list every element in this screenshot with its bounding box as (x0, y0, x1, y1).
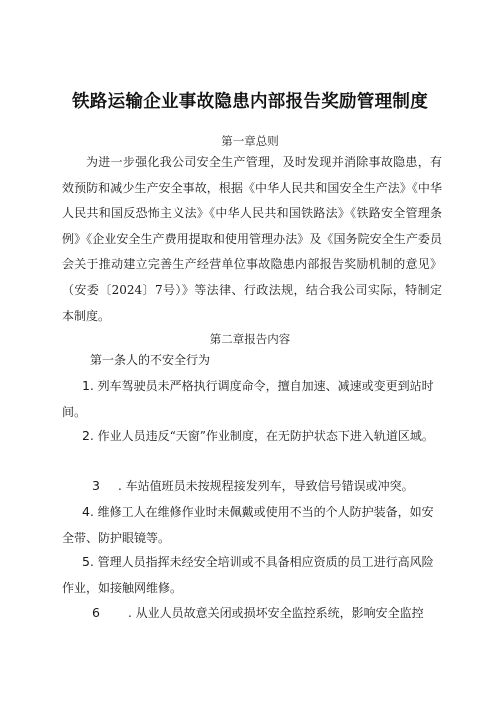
list-item (62, 600, 442, 627)
list-item (62, 373, 442, 425)
article-1-heading: 第一条人的不安全行为 (90, 353, 211, 367)
chapter-2-heading: 第二章报告内容 (209, 332, 291, 346)
item-number: 2 (82, 428, 90, 443)
item-text: . 车站值班员未按规程接发列车，导致信号错误或冲突。 (118, 479, 414, 493)
document-title: 铁路运输企业事故隐患内部报告奖励管理制度 (72, 92, 428, 112)
item-text: . 列车驾驶员未严格执行调度命令，擅自加速、减速或变更到站时间。 (62, 379, 434, 419)
chapter-1-heading: 第一章总则 (221, 134, 279, 148)
item-text: . 管理人员指挥未经安全培训或不具备相应资质的员工进行高风险作业，如接触网维修。 (62, 555, 434, 595)
item-number: 6 (92, 605, 100, 620)
item-text: . 维修工人在维修作业时未佩戴或使用不当的个人防护装备，如安全带、防护眼镜等。 (62, 505, 434, 545)
item-number: 5 (82, 554, 90, 569)
item-text: . 从业人员故意关闭或损坏安全监控系统，影响安全监控 (128, 606, 424, 620)
item-number: 3 (92, 478, 100, 493)
list-item (62, 549, 442, 601)
list-item (62, 499, 442, 551)
item-number: 1 (82, 378, 90, 393)
list-item (62, 473, 442, 500)
chapter-1-paragraph: 为进一步强化我公司安全生产管理，及时发现并消除事故隐患，有效预防和减少生产安全事故，根据《中华人民共和国安全生产法》《中华人民共和国反恐怖主义法》《中华人民共和国铁路法》《铁路安全管理条例》《企业安全生产费用提取和使用管理办法》及《国务院安全生产委员会关于推动建立完善生产经营单位事故隐患内部报告奖励机制的意见》（安委〔2024〕7号）》等法律、行政法规，结合我公司实际，特制定本制度。 (62, 155, 442, 323)
item-text: . 作业人员违反“天窗”作业制度，在无防护状态下进入轨道区域。 (90, 429, 434, 443)
item-number: 4 (82, 504, 90, 519)
list-item (62, 423, 442, 450)
